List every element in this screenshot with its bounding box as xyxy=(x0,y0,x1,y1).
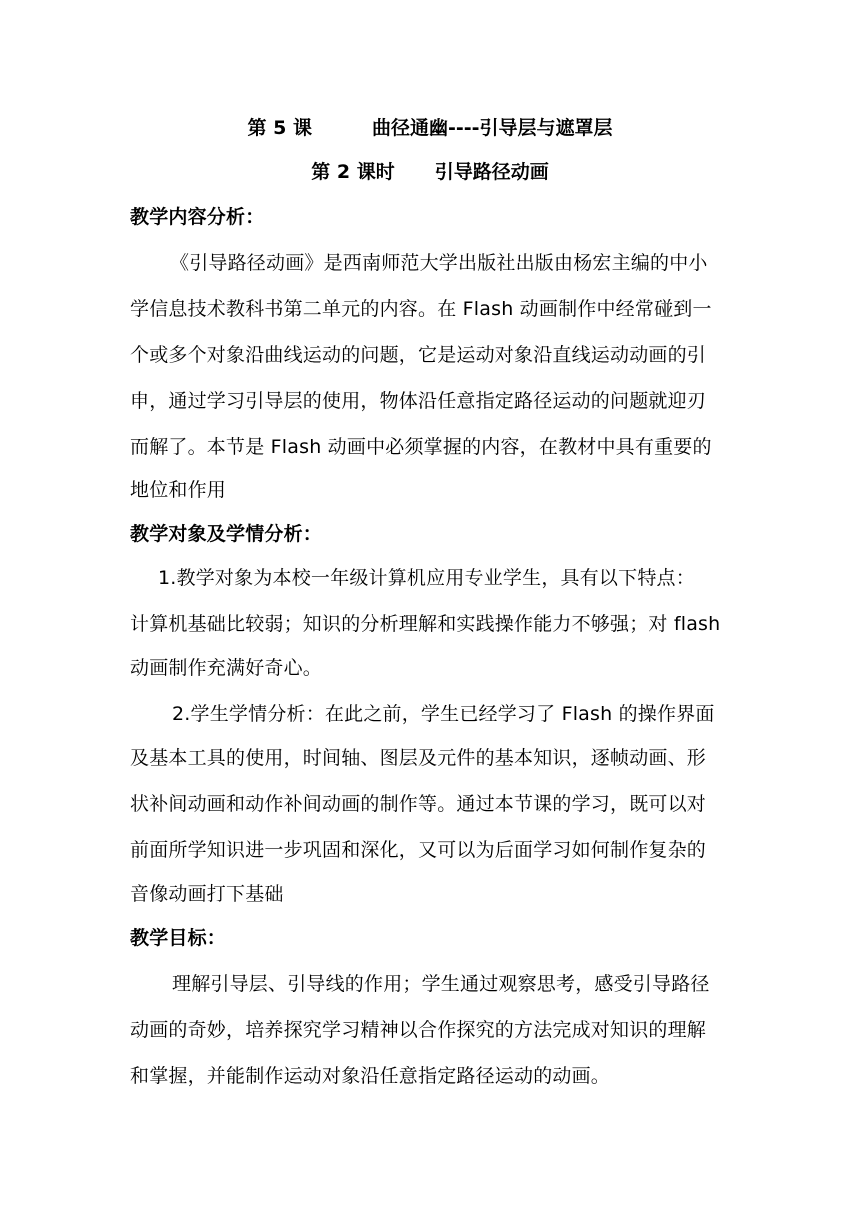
paragraph-line: 理解引导层、引导线的作用；学生通过观察思考，感受引导路径 xyxy=(172,973,710,995)
paragraph-line: 动画制作充满好奇心。 xyxy=(130,657,323,679)
paragraph-line: 学信息技术教科书第二单元的内容。在 Flash 动画制作中经常碰到一 xyxy=(130,298,712,320)
paragraph-line: 前面所学知识进一步巩固和深化，又可以为后面学习如何制作复杂的 xyxy=(130,839,707,861)
paragraph-line: 和掌握，并能制作运动对象沿任意指定路径运动的动画。 xyxy=(130,1065,611,1087)
section-heading-learner-analysis: 教学对象及学情分析： xyxy=(130,523,323,545)
paragraph-line: 及基本工具的使用，时间轴、图层及元件的基本知识，逐帧动画、形 xyxy=(130,747,707,769)
paragraph-line: 个或多个对象沿曲线运动的问题，它是运动对象沿直线运动动画的引 xyxy=(130,344,707,366)
paragraph-line: 状补间动画和动作补间动画的制作等。通过本节课的学习，既可以对 xyxy=(130,793,707,815)
paragraph-line: 音像动画打下基础 xyxy=(130,883,284,905)
paragraph-line: 《引导路径动画》是西南师范大学出版社出版由杨宏主编的中小 xyxy=(170,252,708,274)
paragraph-line: 申，通过学习引导层的使用，物体沿任意指定路径运动的问题就迎刃 xyxy=(130,390,707,412)
period-number: 第 2 课时 xyxy=(311,161,395,183)
period-topic: 引导路径动画 xyxy=(434,161,549,183)
paragraph-line: 动画的奇妙，培养探究学习精神以合作探究的方法完成对知识的理解 xyxy=(130,1019,707,1041)
section-heading-content-analysis: 教学内容分析： xyxy=(130,206,265,228)
lesson-title xyxy=(0,116,860,140)
paragraph-line: 计算机基础比较弱；知识的分析理解和实践操作能力不够强；对 flash xyxy=(130,613,721,635)
paragraph-line: 2.学生学情分析：在此之前，学生已经学习了 Flash 的操作界面 xyxy=(172,703,715,725)
lesson-number: 第 5 课 xyxy=(247,117,312,139)
paragraph-line: 1.教学对象为本校一年级计算机应用专业学生，具有以下特点： xyxy=(158,567,695,589)
section-heading-teaching-objectives: 教学目标： xyxy=(130,927,227,949)
paragraph-line: 地位和作用 xyxy=(130,479,227,501)
lesson-topic: 曲径通幽----引导层与遮罩层 xyxy=(371,117,613,139)
paragraph-line: 而解了。本节是 Flash 动画中必须掌握的内容，在教材中具有重要的 xyxy=(130,436,712,458)
period-subtitle xyxy=(0,160,860,184)
